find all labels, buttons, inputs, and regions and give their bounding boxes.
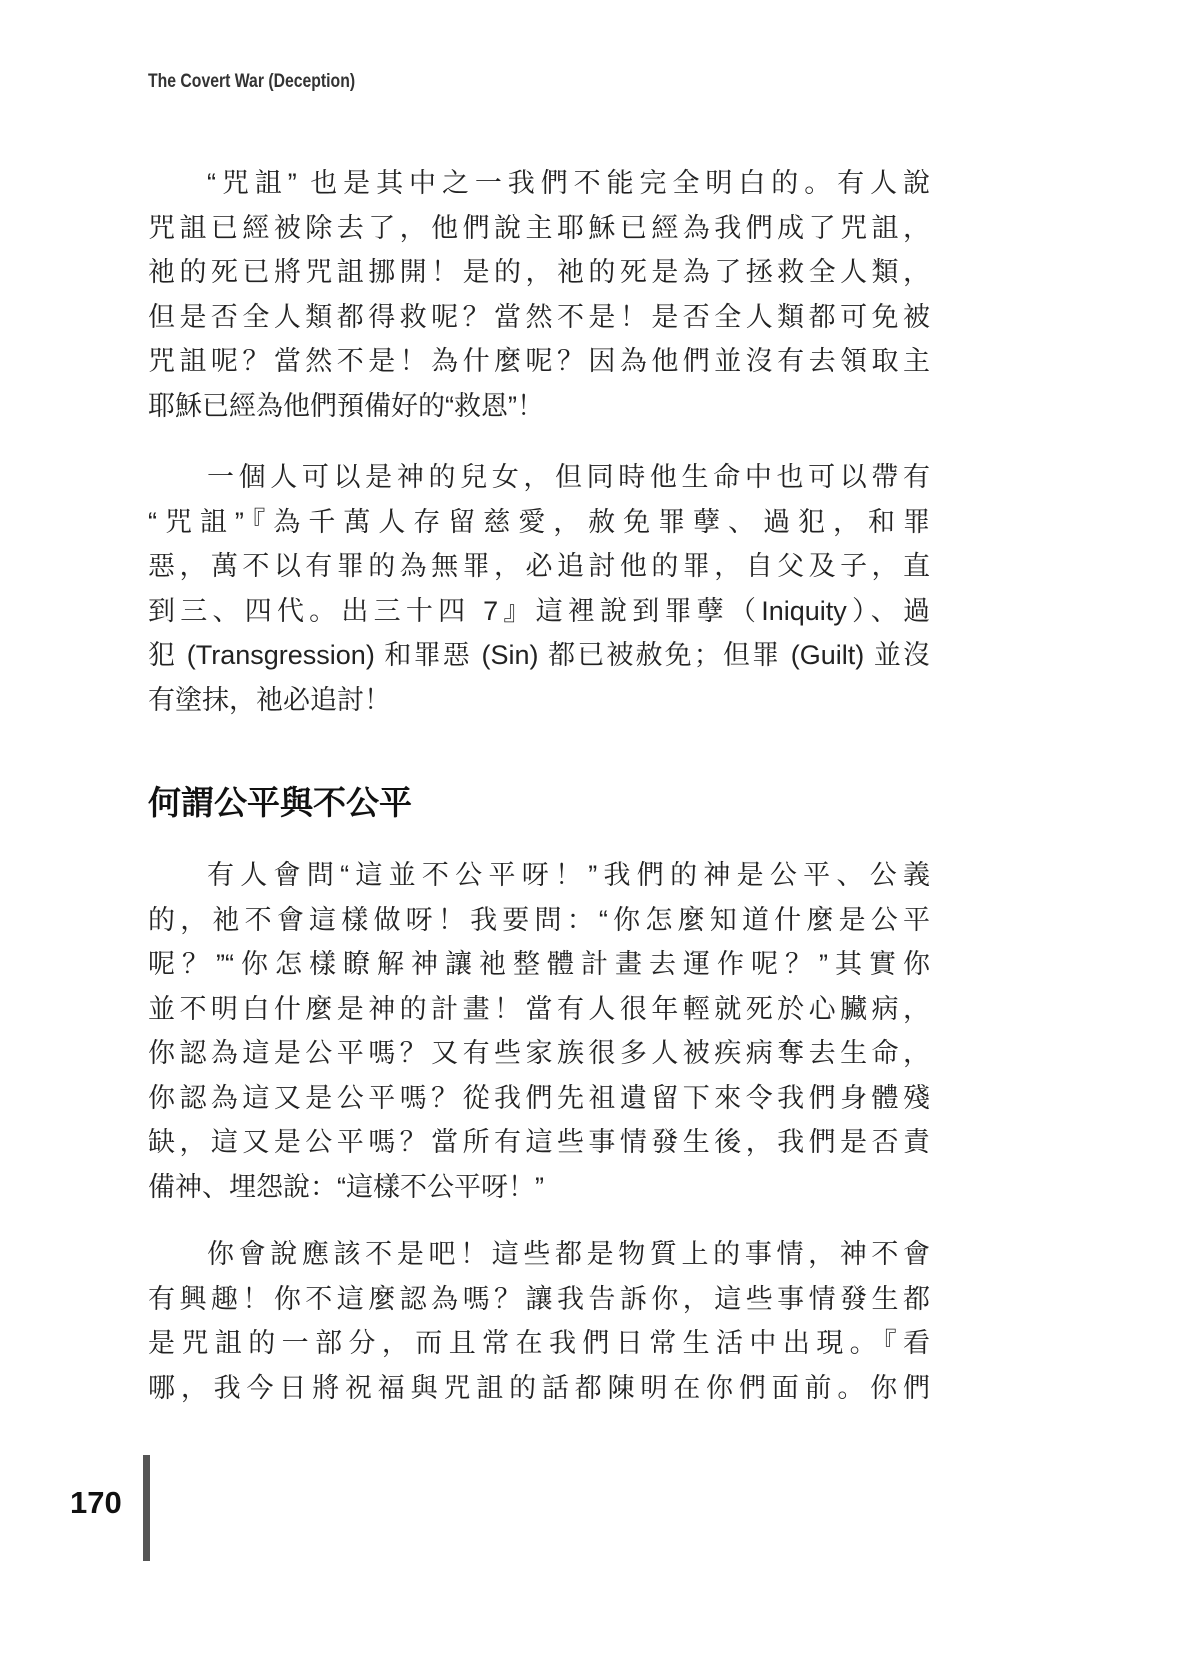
text-line: “咒詛”『為千萬人存留慈愛，赦免罪孽、過犯，和罪 (148, 506, 930, 537)
text-line: 並不明白什麼是神的計畫！當有人很年輕就死於心臟病， (148, 993, 930, 1024)
text-line: “咒詛” 也是其中之一我們不能完全明白的。有人說 (207, 168, 930, 198)
text-line: 缺，這又是公平嗎？當所有這些事情發生後，我們是否責 (148, 1127, 930, 1157)
text-line: 的，祂不會這樣做呀！我要問：“你怎麼知道什麼是公平 (148, 904, 930, 935)
text-line: 咒詛呢？當然不是！為什麼呢？因為他們並沒有去領取主 (148, 346, 930, 376)
paragraph (148, 455, 930, 722)
paragraph (148, 161, 930, 428)
text-line: 有興趣！你不這麼認為嗎？讓我告訴你，這些事情發生都 (148, 1283, 930, 1314)
text-line: 有塗抹，祂必追討！ (148, 684, 391, 715)
text-line: 但是否全人類都得救呢？當然不是！是否全人類都可免被 (148, 301, 930, 332)
text-line: 到三、四代。出三十四 7』這裡說到罪孽（Iniquity）、過 (148, 595, 930, 626)
page-number-rule (143, 1455, 150, 1561)
text-line: 咒詛已經被除去了，他們說主耶穌已經為我們成了咒詛， (148, 212, 930, 243)
text-line: 你認為這又是公平嗎？從我們先祖遺留下來令我們身體殘 (148, 1082, 930, 1113)
text-line: 一個人可以是神的兒女，但同時他生命中也可以帶有 (207, 462, 930, 492)
text-line: 備神、埋怨說：“這樣不公平呀！” (148, 1171, 544, 1202)
text-line: 你會說應該不是吧！這些都是物質上的事情，神不會 (207, 1239, 930, 1269)
text-line: 犯 (Transgression) 和罪惡 (Sin) 都已被赦免；但罪 (Guilt) 並沒 (148, 640, 930, 670)
text-line: 哪，我今日將祝福與咒詛的話都陳明在你們面前。你們 (148, 1372, 930, 1403)
text-line: 惡，萬不以有罪的為無罪，必追討他的罪，自父及子，直 (148, 551, 930, 581)
paragraph (148, 853, 930, 1209)
text-line: 有人會問“這並不公平呀！”我們的神是公平、公義 (207, 860, 930, 890)
text-line: 你認為這是公平嗎？又有些家族很多人被疾病奪去生命， (148, 1038, 930, 1068)
running-head: The Covert War (Deception) (148, 71, 356, 92)
text-line: 耶穌已經為他們預備好的“救恩”！ (148, 390, 544, 421)
page-number: 170 (70, 1485, 122, 1520)
text-line: 祂的死已將咒詛挪開！是的，祂的死是為了拯救全人類， (148, 257, 930, 287)
text-line: 呢？”“你怎樣瞭解神讓祂整體計畫去運作呢？”其實你 (148, 949, 930, 979)
paragraph (148, 1232, 930, 1410)
text-line: 是咒詛的一部分，而且常在我們日常生活中出現。『看 (148, 1328, 930, 1358)
section-heading: 何謂公平與不公平 (148, 784, 412, 821)
